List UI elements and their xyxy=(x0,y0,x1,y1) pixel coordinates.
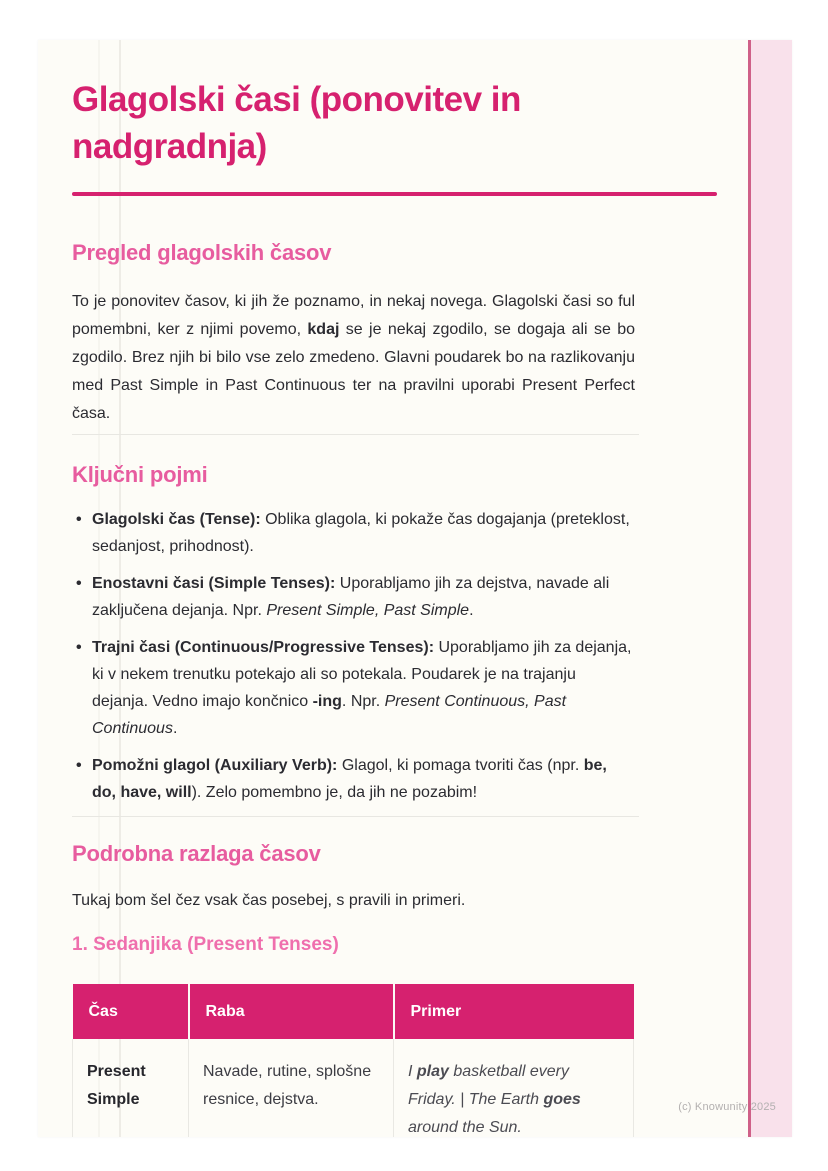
section-divider xyxy=(72,434,639,435)
list-item: • Trajni časi (Continuous/Progressive Tenses): Uporabljamo jih za dejanja, ki v nekem trenutku potekajo ali so potekala. Poudarek je na trajanju dejanja. Vedno imajo končnico -ing. Npr. Present Continuous, Past Continuous. xyxy=(72,634,635,742)
list-item: • Glagolski čas (Tense): Oblika glagola, ki pokaže čas dogajanja (preteklost, sedanjost, prihodnost). xyxy=(72,506,635,560)
column-header-raba: Raba xyxy=(189,984,394,1039)
title-underline-rule xyxy=(72,192,717,196)
document-content xyxy=(72,76,635,1137)
table-row xyxy=(73,1039,634,1137)
present-tenses-table xyxy=(72,984,634,1137)
page-title: Glagolski časi (ponovitev in nadgradnja) xyxy=(72,80,521,166)
section-heading-pregled: Pregled glagolskih časov xyxy=(72,240,332,265)
cell-example: I play basketball every Friday. | The Earth goes around the Sun. xyxy=(394,1039,634,1137)
cell-tense: Present Simple xyxy=(73,1039,189,1137)
cell-usage: Navade, rutine, splošne resnice, dejstva. xyxy=(189,1039,394,1137)
pregled-paragraph: To je ponovitev časov, ki jih že poznamo, in nekaj novega. Glagolski časi so ful pomembni, ker z njimi povemo, kdaj se je nekaj zgodilo, se dogaja ali se bo zgodilo. Brez njih bi bilo vse zelo zmedeno. Glavni poudarek bo na razlikovanju med Past Simple in Past Continuous ter na pravilni uporabi Present Perfect časa. xyxy=(72,293,636,422)
column-header-cas: Čas xyxy=(73,984,189,1039)
key-terms-list xyxy=(72,506,635,806)
page-accent-stripe xyxy=(748,40,792,1137)
column-header-primer: Primer xyxy=(394,984,634,1039)
document-page xyxy=(38,40,792,1137)
subsection-heading-present-tenses: 1. Sedanjika (Present Tenses) xyxy=(72,934,339,955)
list-item: • Enostavni časi (Simple Tenses): Uporabljamo jih za dejstva, navade ali zaključena dejanja. Npr. Present Simple, Past Simple. xyxy=(72,570,635,624)
podrobna-lead-text: Tukaj bom šel čez vsak čas posebej, s pravili in primeri. xyxy=(72,892,466,909)
section-heading-kljucni: Ključni pojmi xyxy=(72,462,208,487)
table-header-row xyxy=(73,984,634,1039)
list-item: • Pomožni glagol (Auxiliary Verb): Glagol, ki pomaga tvoriti čas (npr. be, do, have, will). Zelo pomembno je, da jih ne pozabim! xyxy=(72,752,635,806)
section-heading-podrobna: Podrobna razlaga časov xyxy=(72,841,321,866)
section-divider xyxy=(72,816,639,817)
watermark: (c) Knowunity 2025 xyxy=(678,1101,776,1113)
